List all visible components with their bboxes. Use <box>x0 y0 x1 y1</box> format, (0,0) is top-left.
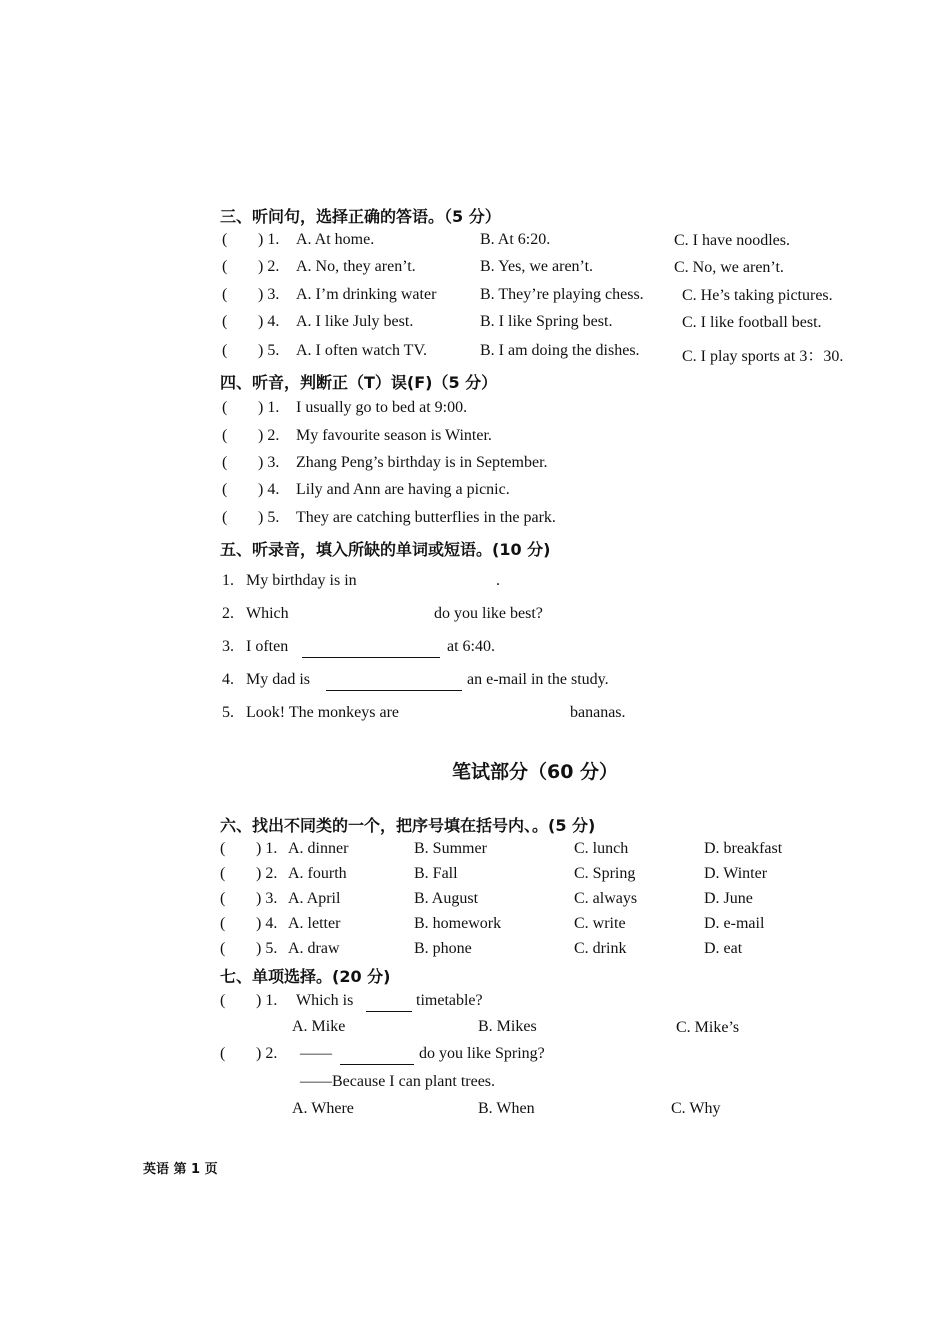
statement: Zhang Peng’s birthday is in September. <box>296 454 548 471</box>
option-c: C. I have noodles. <box>674 232 790 249</box>
option-a: A. Where <box>292 1100 354 1117</box>
paren: ( <box>222 399 228 416</box>
option-a: A. letter <box>288 915 341 932</box>
question-number: ) 2. <box>258 427 280 444</box>
paren: ( <box>220 940 226 957</box>
page-footer: 英语 第 1 页 <box>143 1162 218 1177</box>
option-d: D. June <box>704 890 753 907</box>
question-number: ) 3. <box>256 890 278 907</box>
paren: ( <box>220 890 226 907</box>
paren: ( <box>222 481 228 498</box>
option-c: C. I like football best. <box>682 314 822 331</box>
answer-blank <box>326 689 462 691</box>
section-3-title: 三、听问句，选择正确的答语。（5 分） <box>220 207 501 226</box>
option-a: A. April <box>288 890 341 907</box>
section-7-title: 七、单项选择。(20 分) <box>220 967 391 986</box>
option-a: A. I like July best. <box>296 313 414 330</box>
item-number: 5. <box>222 704 234 721</box>
section-4-title: 四、听音，判断正（T）误(F)（5 分） <box>220 373 498 392</box>
sentence-end: do you like best? <box>434 605 543 622</box>
option-c: C. I play sports at 3：30. <box>682 348 844 365</box>
question-number: ) 1. <box>258 231 280 248</box>
question-number: ) 2. <box>256 1045 278 1062</box>
statement: Lily and Ann are having a picnic. <box>296 481 510 498</box>
paren: ( <box>222 427 228 444</box>
item-number: 4. <box>222 671 234 688</box>
sentence-end: an e-mail in the study. <box>467 671 609 688</box>
option-a: A. fourth <box>288 865 347 882</box>
question-number: ) 2. <box>258 258 280 275</box>
question-number: ) 3. <box>258 286 280 303</box>
sentence-start: I often <box>246 638 289 655</box>
question-number: ) 5. <box>256 940 278 957</box>
question-number: ) 5. <box>258 509 280 526</box>
item-number: 1. <box>222 572 234 589</box>
option-d: D. e-mail <box>704 915 765 932</box>
question-number: ) 1. <box>256 992 278 1009</box>
paren: ( <box>222 342 228 359</box>
paren: ( <box>222 258 228 275</box>
item-number: 3. <box>222 638 234 655</box>
option-b: B. They’re playing chess. <box>480 286 644 303</box>
option-b: B. Fall <box>414 865 458 882</box>
sentence-end: at 6:40. <box>447 638 495 655</box>
option-c: C. lunch <box>574 840 629 857</box>
section-5-title: 五、听录音，填入所缺的单词或短语。(10 分) <box>220 540 551 559</box>
statement: They are catching butterflies in the park. <box>296 509 556 526</box>
option-c: C. write <box>574 915 626 932</box>
paren: ( <box>222 231 228 248</box>
option-d: D. Winter <box>704 865 768 882</box>
option-b: B. phone <box>414 940 472 957</box>
question-end: do you like Spring? <box>419 1045 545 1062</box>
paren: ( <box>222 454 228 471</box>
written-part-title: 笔试部分（60 分） <box>452 761 619 783</box>
option-a: A. draw <box>288 940 340 957</box>
option-c: C. Why <box>671 1100 721 1117</box>
item-number: 2. <box>222 605 234 622</box>
question-start: Which is <box>296 992 354 1009</box>
option-d: D. breakfast <box>704 840 783 857</box>
option-c: C. always <box>574 890 638 907</box>
option-a: A. At home. <box>296 231 375 248</box>
paren: ( <box>220 840 226 857</box>
sentence-start: Look! The monkeys are <box>246 704 399 721</box>
option-c: C. Spring <box>574 865 636 882</box>
option-c: C. He’s taking pictures. <box>682 287 833 304</box>
paren: ( <box>222 286 228 303</box>
dialogue-dash: —— <box>300 1045 332 1062</box>
section-6-title: 六、找出不同类的一个，把序号填在括号内、。(5 分) <box>220 816 596 835</box>
paren: ( <box>220 1045 226 1062</box>
option-a: A. Mike <box>292 1018 346 1035</box>
paren: ( <box>220 992 226 1009</box>
option-a: A. I’m drinking water <box>296 286 437 303</box>
option-b: B. homework <box>414 915 502 932</box>
option-c: C. drink <box>574 940 627 957</box>
option-d: D. eat <box>704 940 743 957</box>
option-b: B. At 6:20. <box>480 231 551 248</box>
option-c: C. No, we aren’t. <box>674 259 784 276</box>
paren: ( <box>222 509 228 526</box>
question-number: ) 4. <box>258 481 280 498</box>
option-a: A. No, they aren’t. <box>296 258 416 275</box>
sentence-start: My dad is <box>246 671 310 688</box>
question-end: timetable? <box>416 992 483 1009</box>
question-number: ) 3. <box>258 454 280 471</box>
dialogue-answer: ——Because I can plant trees. <box>300 1073 496 1090</box>
question-number: ) 4. <box>256 915 278 932</box>
sentence-start: Which <box>246 605 289 622</box>
option-b: B. Yes, we aren’t. <box>480 258 594 275</box>
paren: ( <box>220 865 226 882</box>
statement: My favourite season is Winter. <box>296 427 492 444</box>
statement: I usually go to bed at 9:00. <box>296 399 468 416</box>
option-b: B. I like Spring best. <box>480 313 613 330</box>
option-c: C. Mike’s <box>676 1019 740 1036</box>
option-b: B. When <box>478 1100 535 1117</box>
paren: ( <box>220 915 226 932</box>
option-b: B. Summer <box>414 840 487 857</box>
option-b: B. August <box>414 890 479 907</box>
sentence-start: My birthday is in <box>246 572 357 589</box>
question-number: ) 1. <box>258 399 280 416</box>
option-b: B. Mikes <box>478 1018 537 1035</box>
answer-blank <box>340 1063 414 1065</box>
option-b: B. I am doing the dishes. <box>480 342 640 359</box>
sentence-end: . <box>496 572 500 589</box>
answer-blank <box>302 656 440 658</box>
question-number: ) 1. <box>256 840 278 857</box>
paren: ( <box>222 313 228 330</box>
sentence-end: bananas. <box>570 704 626 721</box>
option-a: A. I often watch TV. <box>296 342 427 359</box>
question-number: ) 5. <box>258 342 280 359</box>
question-number: ) 4. <box>258 313 280 330</box>
answer-blank <box>366 1010 412 1012</box>
question-number: ) 2. <box>256 865 278 882</box>
option-a: A. dinner <box>288 840 349 857</box>
